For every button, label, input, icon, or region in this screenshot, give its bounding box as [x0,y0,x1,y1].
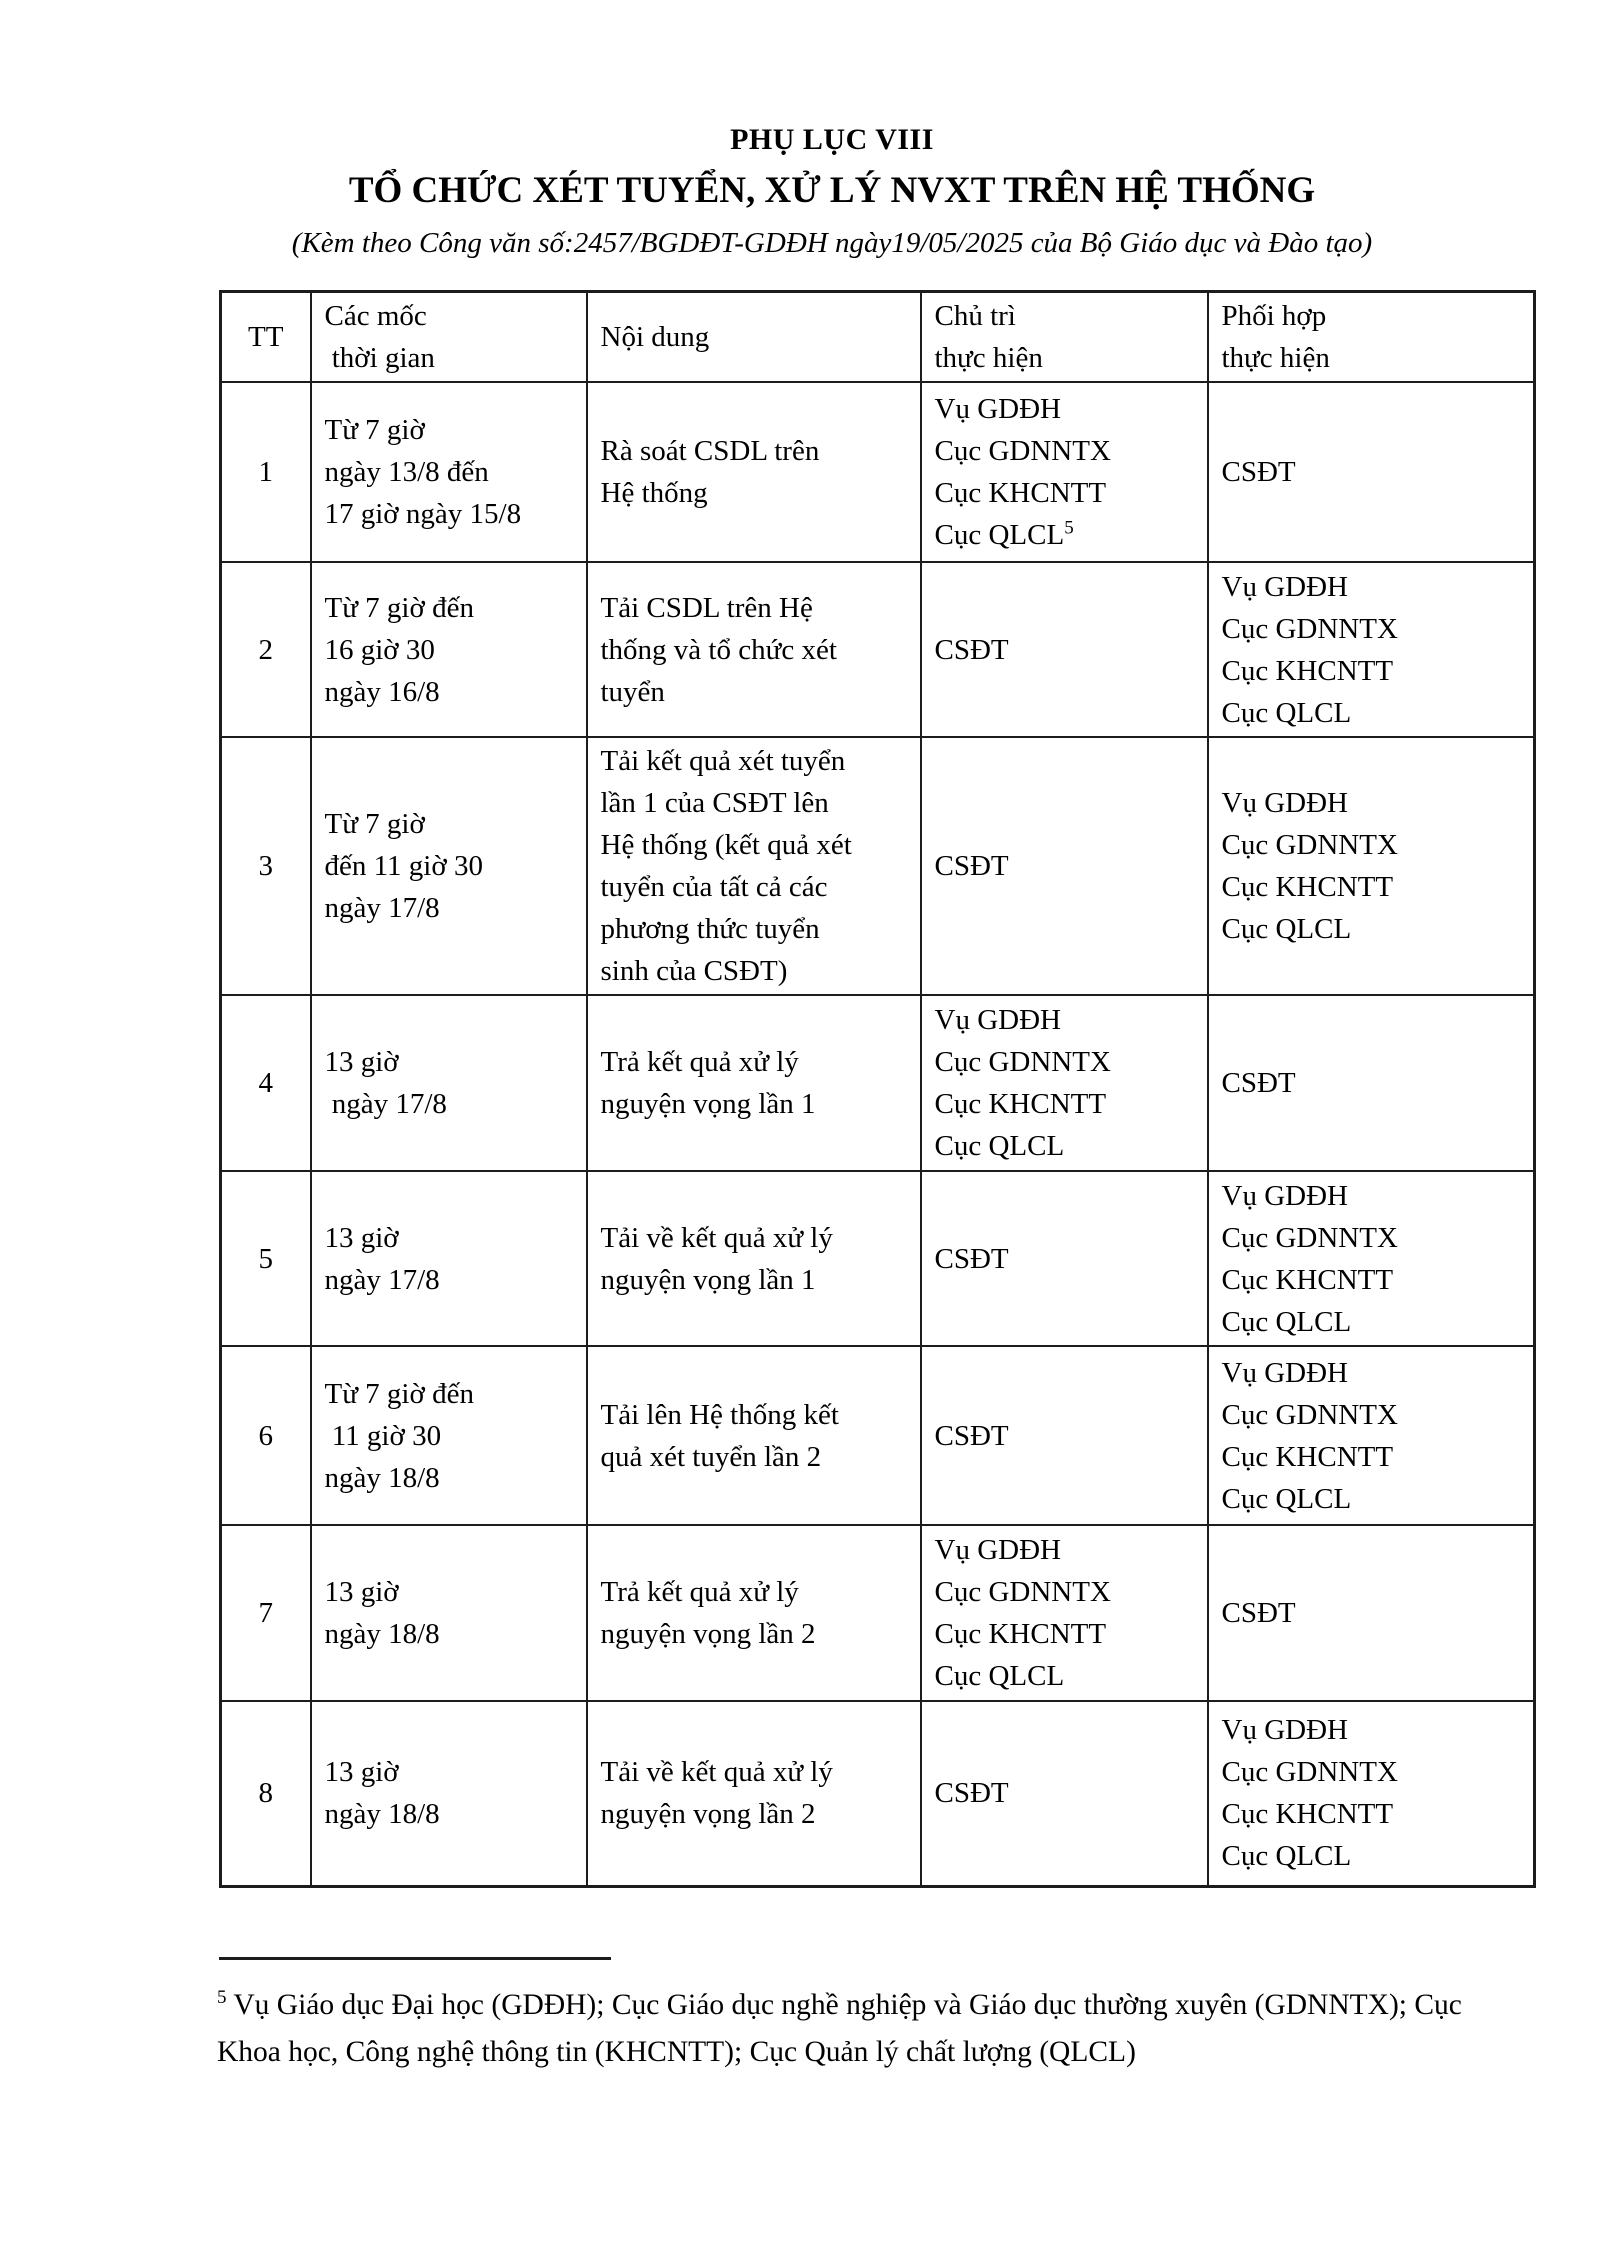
table-row [221,995,1535,1171]
footnote-separator [219,1957,611,1960]
lead-org-list: Vụ GDĐH Cục GDNNTX Cục KHCNTT [934,393,1111,509]
cell-coop: Vụ GDĐH Cục GDNNTX Cục KHCNTT Cục QLCL [1208,1701,1535,1886]
title-block [64,118,1600,266]
footnote [217,1982,1475,2076]
cell-content: Tải CSDL trên Hệ thống và tổ chức xét tuyển [587,562,921,737]
table-row [221,382,1535,562]
cell-content: Trả kết quả xử lý nguyện vọng lần 2 [587,1525,921,1701]
cell-tt: 3 [221,737,311,995]
cell-tt: 8 [221,1701,311,1886]
footnote-text: Vụ Giáo dục Đại học (GDĐH); Cục Giáo dục nghề nghiệp và Giáo dục thường xuyên (GDNNTX); Cục Khoa học, Công nghệ thông tin (KHCNTT); Cục Quản lý chất lượng (QLCL) [217,1989,1462,2068]
cell-lead [921,382,1208,562]
cell-time: 13 giờ ngày 18/8 [311,1701,587,1886]
table-row [221,1346,1535,1525]
table-row [221,562,1535,737]
cell-tt: 4 [221,995,311,1171]
cell-tt: 6 [221,1346,311,1525]
table-header-row [221,292,1535,383]
table-row [221,1171,1535,1346]
cell-lead: CSĐT [921,1701,1208,1886]
cell-coop: CSĐT [1208,1525,1535,1701]
cell-time: Từ 7 giờ đến 11 giờ 30 ngày 17/8 [311,737,587,995]
document-title: TỔ CHỨC XÉT TUYỂN, XỬ LÝ NVXT TRÊN HỆ THỐNG [348,170,1316,211]
cell-coop: Vụ GDĐH Cục GDNNTX Cục KHCNTT Cục QLCL [1208,562,1535,737]
cell-tt: 5 [221,1171,311,1346]
document-subtitle: (Kèm theo Công văn số:2457/BGDĐT-GDĐH ngày19/05/2025 của Bộ Giáo dục và Đào tạo) [291,227,1373,259]
footnote-ref: 5 [1064,517,1074,539]
lead-org-with-footnote: Cục QLCL$^5$ [934,517,1074,551]
cell-time: 13 giờ ngày 17/8 [311,1171,587,1346]
header-coop: Phối hợp thực hiện [1208,292,1535,383]
cell-content: Rà soát CSDL trên Hệ thống [587,382,921,562]
cell-tt: 7 [221,1525,311,1701]
cell-coop: Vụ GDĐH Cục GDNNTX Cục KHCNTT Cục QLCL [1208,1171,1535,1346]
cell-lead: CSĐT [921,562,1208,737]
appendix-title: PHỤ LỤC VIII [730,123,934,156]
cell-lead: CSĐT [921,1171,1208,1346]
cell-tt: 2 [221,562,311,737]
cell-time: Từ 7 giờ đến 11 giờ 30 ngày 18/8 [311,1346,587,1525]
table-row [221,737,1535,995]
cell-time: Từ 7 giờ ngày 13/8 đến 17 giờ ngày 15/8 [311,382,587,562]
cell-content: Tải về kết quả xử lý nguyện vọng lần 2 [587,1701,921,1886]
cell-time: 13 giờ ngày 18/8 [311,1525,587,1701]
cell-content: Trả kết quả xử lý nguyện vọng lần 1 [587,995,921,1171]
cell-content: Tải về kết quả xử lý nguyện vọng lần 1 [587,1171,921,1346]
table-row [221,1525,1535,1701]
header-tt: TT [221,292,311,383]
cell-content: Tải kết quả xét tuyển lần 1 của CSĐT lên Hệ thống (kết quả xét tuyển của tất cả các phương thức tuyển sinh của CSĐT) [587,737,921,995]
table-row [221,1701,1535,1886]
cell-coop: Vụ GDĐH Cục GDNNTX Cục KHCNTT Cục QLCL [1208,1346,1535,1525]
cell-lead: CSĐT [921,1346,1208,1525]
cell-time: 13 giờ ngày 17/8 [311,995,587,1171]
cell-content: Tải lên Hệ thống kết quả xét tuyển lần 2 [587,1346,921,1525]
cell-tt: 1 [221,382,311,562]
cell-coop: Vụ GDĐH Cục GDNNTX Cục KHCNTT Cục QLCL [1208,737,1535,995]
header-time: Các mốc thời gian [311,292,587,383]
cell-coop: CSĐT [1208,995,1535,1171]
header-lead: Chủ trì thực hiện [921,292,1208,383]
header-content: Nội dung [587,292,921,383]
cell-coop: CSĐT [1208,382,1535,562]
cell-lead: Vụ GDĐH Cục GDNNTX Cục KHCNTT Cục QLCL [921,995,1208,1171]
cell-lead: Vụ GDĐH Cục GDNNTX Cục KHCNTT Cục QLCL [921,1525,1208,1701]
footnote-number: 5 [217,1987,227,2009]
schedule-table [219,290,1536,1888]
cell-time: Từ 7 giờ đến 16 giờ 30 ngày 16/8 [311,562,587,737]
cell-lead: CSĐT [921,737,1208,995]
